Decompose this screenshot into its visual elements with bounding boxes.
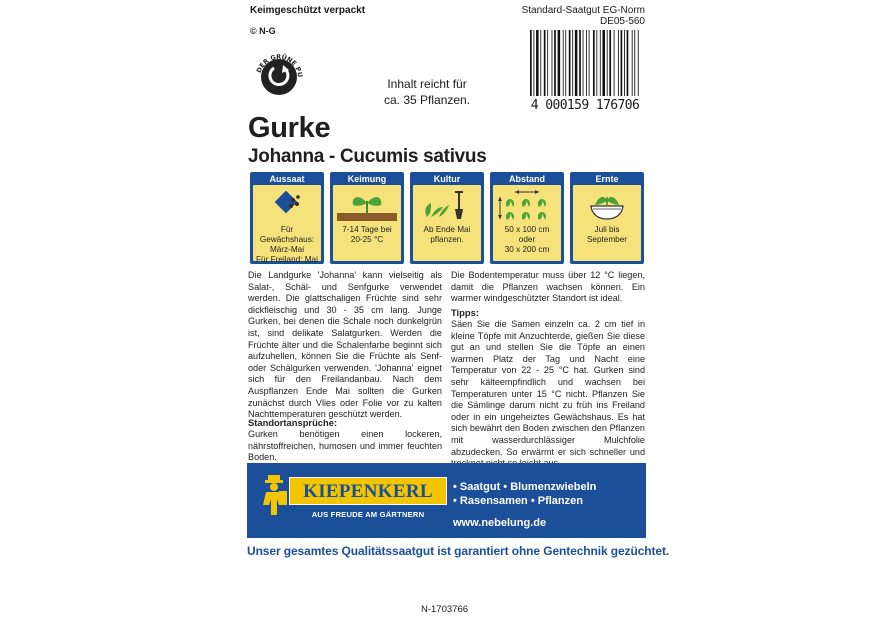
kiepenkerl-logo-bar [289,477,447,505]
standort-text: Gurken benötigen einen lockeren, nährstoffreichen, humosen und immer feuchten Boden. [248,429,442,463]
website-link[interactable]: www.nebelung.de [453,517,547,529]
protected-packaging-label: Keimgeschützt verpackt [250,5,366,16]
spade-plants-icon [413,187,481,223]
standard-seed-label [522,5,645,27]
info-box-keimung [330,172,404,264]
barcode-bar [600,30,601,96]
barcode-bar [618,30,619,96]
barcode-bar [638,30,639,96]
description-right: Die Bodentemperatur muss über 12 °C liegen, damit die Pflanzen wachsen können. Ein warmer windgeschützter Standort ist ideal. [451,270,645,304]
tips-text: Säen Sie die Samen einzeln ca. 2 cm tief in kleine Töpfe mit Anzuchterde, gießen Sie diese gut an und stellen Sie die Töpfe an einen warmen Platz der Tag und Nacht eine Temperatur von 22 - 25 °C hat. Gurken sind sehr kälteempfindlich und wachsen bei Temperaturen unter 15 °C nicht. Pflanzen Sie die Sämlinge darum nicht zu früh ins Freiland oder in ein ungeheiztes Gewächshaus. Es hat sich bewährt den Boden zwischen den Pflanzen mit wasserdurchlässiger Mulchfolie abzudecken. So erwärmt er sich schneller und [451,319,645,457]
barcode-bar [614,30,615,96]
info-box-kultur [410,172,484,264]
brand-banner [247,463,646,538]
product-range-line2: • Rasensamen • Pflanzen [453,495,583,507]
barcode-bar [593,30,595,96]
seedling-icon [333,187,401,223]
barcode-bar [583,30,584,96]
info-box-head: Aussaat [269,174,305,184]
info-box-aussaat [250,172,324,264]
barcode-bar [572,30,573,96]
tips-heading: Tipps: [451,307,479,318]
barcode-bar [536,30,539,96]
barcode-bar [565,30,566,96]
barcode-bar [609,30,611,96]
product-title: Gurke [248,112,331,144]
barcode-bar [634,30,635,96]
barcode-bar [558,30,561,96]
barcode-bar [575,30,578,96]
green-dot-ring-text: DER GRÜNE PU [254,52,305,78]
info-box-body [493,185,561,261]
standard-seed-line2: DE05-560 [599,16,645,27]
info-box-abstand [490,172,564,264]
barcode-bar [547,30,548,96]
standard-seed-line1: Standard-Saatgut EG-Norm [521,5,645,16]
barcode-bar [579,30,581,96]
barcode-bar [544,30,546,96]
content-note [384,76,470,108]
copyright-label: © N-G [250,26,276,36]
info-box-head: Ernte [595,174,619,184]
barcode-bar [602,30,605,96]
spacing-icon [493,187,561,223]
info-box-text: Für Gewächshaus: März-Mai Für Freiland: Mai [256,225,318,264]
barcode-bar [624,30,625,96]
barcode-bar [530,30,532,96]
info-box-text: Ab Ende Mai pflanzen. [423,225,471,244]
barcode-bars [524,30,646,98]
info-box-text: Juli bis September [586,225,628,244]
sowing-icon [253,187,321,223]
barcode-bar [596,30,597,96]
barcode-bar [621,30,623,96]
content-note-line1: Inhalt reicht für [387,77,467,91]
info-box-text: 50 x 100 cm oder 30 x 200 cm [504,225,550,254]
info-box-head: Abstand [509,174,545,184]
info-box-body [573,185,641,261]
barcode-bar [540,30,541,96]
product-range-list [453,480,596,530]
barcode-bar [569,30,571,96]
barcode-digits: 4 000159 176706 [530,98,640,113]
barcode-bar [589,30,590,96]
description-left: Die Landgurke 'Johanna' kann vielseitig als Salat-, Schäl- und Senfgurke verwendet werden. Die glattschaligen Früchte sind sehr dickfleischig und 30 - 35 cm lang. Junge Gurken, bei denen die Schale noch dunkelgrün ist, sind delikate Salatgurken. Werden die Früchte älter und die Schalenfarbe beginnt sich aufzuhellen, können Sie die Früchte als Senf- oder Schälgurken verwenden. 'Johanna' eignet sich für den Freilandanbau. Nach dem Auspflanzen Ende Mai sollten die Gurken zunächst durch Vlies oder Folie vor zu kalten Nachttemperaturen geschützt werden. [248,270,442,420]
barcode-bar [552,30,553,96]
barcode-bar [627,30,629,96]
brand-slogan: AUS FREUDE AM GÄRTNERN [311,510,425,519]
info-box-text: 7-14 Tage bei 20-25 °C [342,225,392,244]
info-box-ernte [570,172,644,264]
kiepenkerl-figure-icon [259,473,289,522]
barcode-bar [554,30,556,96]
barcode-bar [632,30,633,96]
product-range-line1: • Saatgut • Blumenzwiebeln [453,481,597,493]
info-box-head: Keimung [347,174,387,184]
gmo-free-guarantee: Unser gesamtes Qualitätssaatgut ist garantiert ohne Gentechnik gezüchtet. [247,544,670,558]
info-box-body [253,185,321,264]
barcode-bar [607,30,608,96]
barcode-bar [563,30,564,96]
info-box-body [333,185,401,261]
info-box-head: Kultur [433,174,461,184]
standort-heading: Standortansprüche: [248,417,338,428]
content-note-line2: ca. 35 Pflanzen. [384,93,471,107]
harvest-bowl-icon [573,187,641,223]
green-dot-icon [250,46,308,104]
barcode [524,30,646,116]
barcode-bar [533,30,534,96]
barcode-bar [586,30,587,96]
brand-name: KIEPENKERL [303,481,433,502]
article-number: N-1703766 [421,604,469,615]
info-box-body [413,185,481,261]
product-subtitle: Johanna - Cucumis sativus [248,146,487,167]
